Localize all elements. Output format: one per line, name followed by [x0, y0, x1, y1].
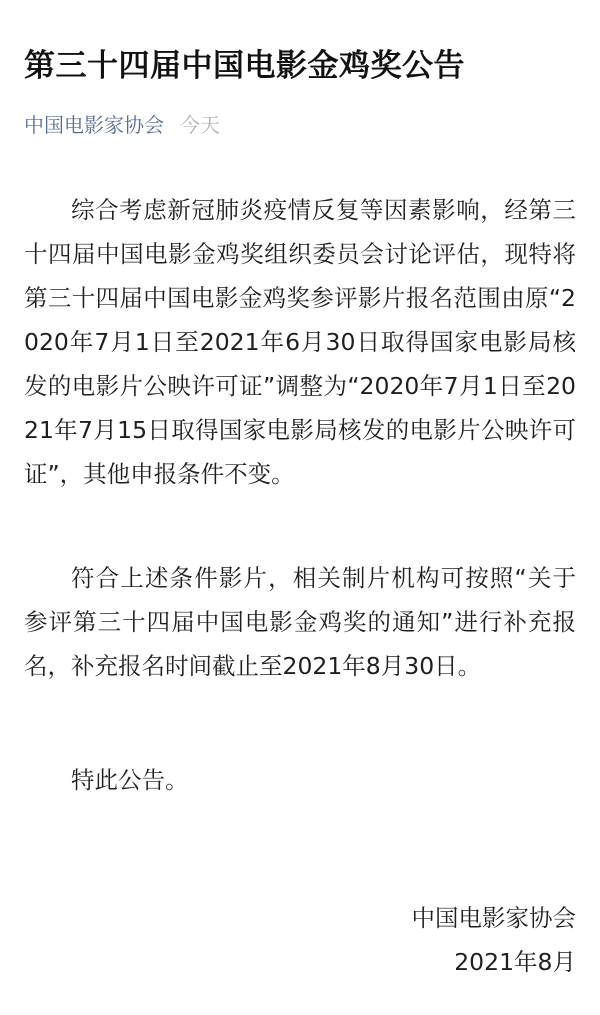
paragraph-supplementary-registration: 符合上述条件影片，相关制片机构可按照“关于参评第三十四届中国电影金鸡奖的通知”进行补充报名，补充报名时间截止至2021年8月30日。 [24, 564, 576, 680]
article-meta [24, 110, 220, 140]
signature-organization: 中国电影家协会 [411, 904, 576, 932]
article-body [24, 188, 576, 802]
signature-date: 2021年8月 [454, 948, 576, 976]
signature-block [412, 896, 577, 984]
account-name-link[interactable]: 中国电影家协会 [24, 113, 164, 137]
article-title: 第三十四届中国电影金鸡奖公告 [24, 48, 465, 84]
paragraph-closing: 特此公告。 [71, 766, 189, 794]
publish-date: 今天 [180, 113, 220, 137]
paragraph-adjustment: 综合考虑新冠肺炎疫情反复等因素影响，经第三十四届中国电影金鸡奖组织委员会讨论评估，现特将第三十四届中国电影金鸡奖参评影片报名范围由原“2020年7月1日至2021年6月30日取得国家电影局核发的电影片公映许可证”调整为“2020年7月1日至2021年7月15日取得国家电影局核发的电影片公映许可证”，其他申报条件不变。 [24, 196, 576, 488]
